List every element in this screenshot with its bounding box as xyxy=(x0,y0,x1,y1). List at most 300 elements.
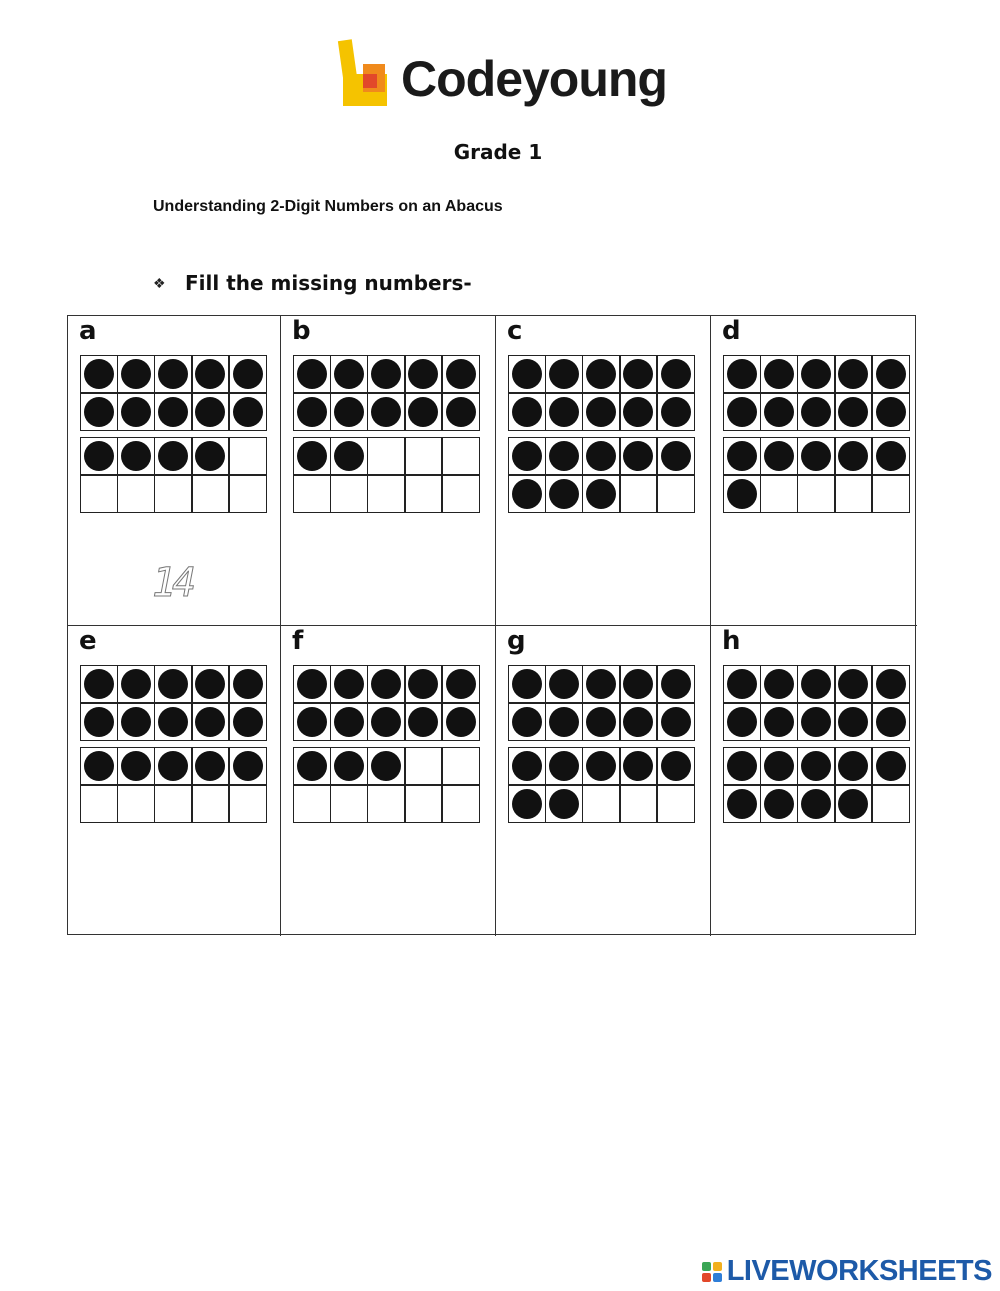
ten-frame-box xyxy=(367,474,406,513)
ten-frame xyxy=(509,748,695,823)
ten-frame xyxy=(509,666,695,741)
counter-dot xyxy=(297,441,327,471)
ten-frame-box xyxy=(293,702,332,741)
counter-dot xyxy=(623,397,653,427)
answer-input[interactable] xyxy=(128,861,232,913)
ten-frame-box xyxy=(545,437,584,476)
ten-frame-box xyxy=(228,437,267,476)
ten-frame-box xyxy=(293,392,332,431)
ten-frame-box xyxy=(441,747,480,786)
ten-frame-box xyxy=(834,665,873,704)
ten-frame-box xyxy=(834,784,873,823)
ten-frame-box xyxy=(154,747,193,786)
ten-frame xyxy=(294,356,480,431)
counter-dot xyxy=(623,669,653,699)
counter-dot xyxy=(297,359,327,389)
counter-dot xyxy=(586,751,616,781)
counter-dot xyxy=(876,397,906,427)
ten-frame-box xyxy=(367,355,406,394)
counter-dot xyxy=(512,707,542,737)
counter-dot xyxy=(233,669,263,699)
ten-frame-box xyxy=(871,437,910,476)
ten-frame-box xyxy=(191,747,230,786)
ten-frame-box xyxy=(228,355,267,394)
counter-dot xyxy=(446,707,476,737)
ten-frame-box xyxy=(582,665,621,704)
ten-frame xyxy=(81,666,267,741)
ten-frame-box xyxy=(80,702,119,741)
counter-dot xyxy=(334,751,364,781)
counter-dot xyxy=(586,397,616,427)
ten-frame-box xyxy=(330,702,369,741)
ten-frame-box xyxy=(656,355,695,394)
panel-e xyxy=(68,626,281,936)
ten-frame-box xyxy=(441,474,480,513)
counter-dot xyxy=(661,441,691,471)
ten-frame-box xyxy=(760,392,799,431)
counter-dot xyxy=(446,397,476,427)
instruction xyxy=(153,271,472,295)
counter-dot xyxy=(727,707,757,737)
counter-dot xyxy=(801,751,831,781)
counter-dot xyxy=(121,669,151,699)
ten-frame-box xyxy=(293,784,332,823)
counter-dot xyxy=(801,359,831,389)
ten-frame-box xyxy=(797,474,836,513)
ten-frame-box xyxy=(619,474,658,513)
ten-frame-box xyxy=(619,665,658,704)
ten-frame-box xyxy=(367,784,406,823)
counter-dot xyxy=(408,359,438,389)
ten-frame-box xyxy=(723,355,762,394)
counter-dot xyxy=(764,707,794,737)
counter-dot xyxy=(623,441,653,471)
ten-frame-box xyxy=(508,474,547,513)
ten-frame-box xyxy=(760,784,799,823)
counter-dot xyxy=(549,359,579,389)
ten-frame-box xyxy=(871,474,910,513)
counter-dot xyxy=(158,441,188,471)
ten-frame xyxy=(724,748,910,823)
ten-frame-box xyxy=(871,702,910,741)
ten-frame-grid xyxy=(67,315,916,935)
counter-dot xyxy=(727,789,757,819)
counter-dot xyxy=(334,397,364,427)
counter-dot xyxy=(408,669,438,699)
ten-frame-box xyxy=(441,665,480,704)
counter-dot xyxy=(84,359,114,389)
ten-frame-box xyxy=(834,355,873,394)
ten-frame-box xyxy=(228,665,267,704)
counter-dot xyxy=(838,669,868,699)
ten-frame xyxy=(81,356,267,431)
ten-frame-box xyxy=(619,437,658,476)
ten-frame-box xyxy=(191,702,230,741)
ten-frame-box xyxy=(797,355,836,394)
ten-frame-box xyxy=(330,747,369,786)
panel-label: b xyxy=(292,316,311,346)
counter-dot xyxy=(549,397,579,427)
panel-label: d xyxy=(722,316,741,346)
ten-frame-box xyxy=(619,784,658,823)
ten-frame xyxy=(509,438,695,513)
ten-frame-box xyxy=(330,437,369,476)
ten-frame xyxy=(724,356,910,431)
ten-frame-box xyxy=(367,437,406,476)
ten-frame-box xyxy=(619,702,658,741)
ten-frame-box xyxy=(441,437,480,476)
ten-frame-box xyxy=(508,747,547,786)
counter-dot xyxy=(446,669,476,699)
counter-dot xyxy=(334,359,364,389)
ten-frame-box xyxy=(723,784,762,823)
ten-frame-box xyxy=(191,474,230,513)
ten-frame-box xyxy=(330,784,369,823)
panel-label: a xyxy=(79,316,97,346)
ten-frame-box xyxy=(80,392,119,431)
counter-dot xyxy=(623,359,653,389)
counter-dot xyxy=(586,441,616,471)
ten-frame-box xyxy=(508,392,547,431)
ten-frame-box xyxy=(834,392,873,431)
ten-frame-box xyxy=(619,355,658,394)
counter-dot xyxy=(661,359,691,389)
ten-frame-box xyxy=(871,355,910,394)
ten-frame-box xyxy=(117,355,156,394)
counter-dot xyxy=(876,707,906,737)
counter-dot xyxy=(661,751,691,781)
ten-frame-box xyxy=(441,355,480,394)
ten-frame-box xyxy=(191,355,230,394)
answer-input[interactable] xyxy=(556,861,660,913)
counter-dot xyxy=(764,441,794,471)
ten-frame-box xyxy=(545,392,584,431)
ten-frame-box xyxy=(545,474,584,513)
ten-frame-box xyxy=(117,474,156,513)
ten-frame-box xyxy=(293,355,332,394)
ten-frame-box xyxy=(367,702,406,741)
worksheet-subtitle: Understanding 2-Digit Numbers on an Abacus xyxy=(153,198,503,215)
ten-frame-box xyxy=(191,665,230,704)
ten-frame-box xyxy=(404,784,443,823)
counter-dot xyxy=(371,751,401,781)
answer-input[interactable] xyxy=(556,551,660,603)
counter-dot xyxy=(512,789,542,819)
counter-dot xyxy=(84,669,114,699)
counter-dot xyxy=(764,669,794,699)
counter-dot xyxy=(838,707,868,737)
counter-dot xyxy=(297,397,327,427)
ten-frame-box xyxy=(228,392,267,431)
logo-text: Codeyoung xyxy=(401,51,667,107)
counter-dot xyxy=(727,359,757,389)
counter-dot xyxy=(371,359,401,389)
ten-frame-box xyxy=(723,437,762,476)
ten-frame xyxy=(294,748,480,823)
counter-dot xyxy=(801,789,831,819)
counter-dot xyxy=(297,669,327,699)
counter-dot xyxy=(158,397,188,427)
answer-input[interactable] xyxy=(341,551,445,603)
answer-input[interactable] xyxy=(341,861,445,913)
counter-dot xyxy=(121,707,151,737)
ten-frame-box xyxy=(834,702,873,741)
ten-frame-box xyxy=(545,747,584,786)
counter-dot xyxy=(512,669,542,699)
codeyoung-logo-icon xyxy=(333,36,397,116)
counter-dot xyxy=(121,359,151,389)
counter-dot xyxy=(549,669,579,699)
counter-dot xyxy=(84,441,114,471)
ten-frame-box xyxy=(367,665,406,704)
counter-dot xyxy=(334,441,364,471)
panel-label: g xyxy=(507,626,526,656)
ten-frame xyxy=(81,438,267,513)
counter-dot xyxy=(764,751,794,781)
ten-frame-box xyxy=(330,474,369,513)
ten-frame-box xyxy=(191,437,230,476)
ten-frame-box xyxy=(508,784,547,823)
ten-frame-box xyxy=(441,702,480,741)
instruction-text: Fill the missing numbers- xyxy=(185,271,472,295)
ten-frame-box xyxy=(228,747,267,786)
ten-frame-box xyxy=(508,437,547,476)
counter-dot xyxy=(512,751,542,781)
panel-d xyxy=(711,316,917,626)
ten-frame-box xyxy=(154,784,193,823)
counter-dot xyxy=(801,397,831,427)
counter-dot xyxy=(512,479,542,509)
ten-frame xyxy=(294,438,480,513)
ten-frame-box xyxy=(656,665,695,704)
counter-dot xyxy=(838,789,868,819)
ten-frame-box xyxy=(80,665,119,704)
ten-frame-box xyxy=(293,665,332,704)
ten-frame-box xyxy=(404,437,443,476)
counter-dot xyxy=(586,707,616,737)
ten-frame-box xyxy=(582,392,621,431)
counter-dot xyxy=(158,751,188,781)
ten-frame-box xyxy=(441,784,480,823)
counter-dot xyxy=(727,397,757,427)
counter-dot xyxy=(586,669,616,699)
answer-input[interactable] xyxy=(771,551,875,603)
panel-label: e xyxy=(79,626,97,656)
counter-dot xyxy=(838,397,868,427)
ten-frame-box xyxy=(545,702,584,741)
counter-dot xyxy=(371,397,401,427)
counter-dot xyxy=(623,751,653,781)
ten-frame-box xyxy=(834,437,873,476)
liveworksheets-brand: LIVEWORKSHEETS xyxy=(726,1255,992,1287)
ten-frame-box xyxy=(834,474,873,513)
ten-frame-box xyxy=(760,665,799,704)
counter-dot xyxy=(233,359,263,389)
counter-dot xyxy=(549,707,579,737)
ten-frame-box xyxy=(228,474,267,513)
ten-frame-box xyxy=(723,747,762,786)
ten-frame-box xyxy=(834,747,873,786)
ten-frame-box xyxy=(619,392,658,431)
counter-dot xyxy=(586,479,616,509)
traced-example-number: 14 xyxy=(152,560,193,606)
ten-frame-box xyxy=(80,355,119,394)
ten-frame-box xyxy=(760,702,799,741)
ten-frame-box xyxy=(723,665,762,704)
ten-frame-box xyxy=(404,665,443,704)
counter-dot xyxy=(838,751,868,781)
ten-frame-box xyxy=(154,392,193,431)
counter-dot xyxy=(195,751,225,781)
ten-frame-box xyxy=(760,437,799,476)
panel-g xyxy=(496,626,711,936)
ten-frame-box xyxy=(154,355,193,394)
ten-frame-box xyxy=(582,702,621,741)
counter-dot xyxy=(876,359,906,389)
grade-heading: Grade 1 xyxy=(453,140,543,164)
ten-frame-box xyxy=(582,747,621,786)
counter-dot xyxy=(512,397,542,427)
ten-frame-box xyxy=(228,784,267,823)
counter-dot xyxy=(334,707,364,737)
ten-frame-box xyxy=(871,665,910,704)
counter-dot xyxy=(408,707,438,737)
counter-dot xyxy=(549,479,579,509)
counter-dot xyxy=(801,669,831,699)
ten-frame-box xyxy=(797,747,836,786)
panel-label: h xyxy=(722,626,741,656)
counter-dot xyxy=(84,397,114,427)
counter-dot xyxy=(549,789,579,819)
ten-frame-box xyxy=(293,474,332,513)
ten-frame xyxy=(294,666,480,741)
counter-dot xyxy=(586,359,616,389)
ten-frame-box xyxy=(760,355,799,394)
ten-frame-box xyxy=(330,665,369,704)
counter-dot xyxy=(623,707,653,737)
ten-frame-box xyxy=(797,702,836,741)
ten-frame-box xyxy=(404,392,443,431)
counter-dot xyxy=(233,707,263,737)
ten-frame-box xyxy=(154,702,193,741)
counter-dot xyxy=(195,359,225,389)
ten-frame-box xyxy=(404,355,443,394)
answer-input[interactable] xyxy=(771,861,875,913)
ten-frame-box xyxy=(191,784,230,823)
ten-frame-box xyxy=(797,437,836,476)
diamond-bullet-icon: ❖ xyxy=(153,274,166,291)
ten-frame-box xyxy=(656,747,695,786)
ten-frame-box xyxy=(656,392,695,431)
counter-dot xyxy=(233,397,263,427)
counter-dot xyxy=(84,707,114,737)
counter-dot xyxy=(371,669,401,699)
ten-frame-box xyxy=(760,474,799,513)
ten-frame-box xyxy=(404,702,443,741)
ten-frame-box xyxy=(508,355,547,394)
ten-frame xyxy=(509,356,695,431)
ten-frame-box xyxy=(760,747,799,786)
ten-frame-box xyxy=(228,702,267,741)
counter-dot xyxy=(371,707,401,737)
ten-frame-box xyxy=(404,474,443,513)
panel-b xyxy=(281,316,496,626)
ten-frame-box xyxy=(508,665,547,704)
counter-dot xyxy=(661,669,691,699)
counter-dot xyxy=(727,441,757,471)
counter-dot xyxy=(195,397,225,427)
ten-frame-box xyxy=(582,355,621,394)
counter-dot xyxy=(195,707,225,737)
panel-c xyxy=(496,316,711,626)
ten-frame-box xyxy=(293,747,332,786)
counter-dot xyxy=(512,441,542,471)
counter-dot xyxy=(121,751,151,781)
ten-frame-box xyxy=(117,437,156,476)
ten-frame-box xyxy=(117,665,156,704)
panel-a xyxy=(68,316,281,626)
ten-frame-box xyxy=(871,747,910,786)
ten-frame-box xyxy=(545,355,584,394)
counter-dot xyxy=(233,751,263,781)
counter-dot xyxy=(334,669,364,699)
ten-frame-box xyxy=(404,747,443,786)
liveworksheets-logo-icon xyxy=(701,1261,723,1283)
counter-dot xyxy=(297,751,327,781)
panel-f xyxy=(281,626,496,936)
ten-frame-box xyxy=(154,665,193,704)
ten-frame-box xyxy=(508,702,547,741)
ten-frame-box xyxy=(293,437,332,476)
counter-dot xyxy=(512,359,542,389)
ten-frame-box xyxy=(80,784,119,823)
counter-dot xyxy=(801,707,831,737)
counter-dot xyxy=(764,397,794,427)
counter-dot xyxy=(549,751,579,781)
counter-dot xyxy=(764,359,794,389)
ten-frame-box xyxy=(367,392,406,431)
ten-frame-box xyxy=(656,437,695,476)
ten-frame xyxy=(724,666,910,741)
counter-dot xyxy=(158,707,188,737)
ten-frame-box xyxy=(330,355,369,394)
ten-frame-box xyxy=(871,392,910,431)
counter-dot xyxy=(158,669,188,699)
ten-frame-box xyxy=(723,392,762,431)
counter-dot xyxy=(876,441,906,471)
ten-frame-box xyxy=(117,392,156,431)
counter-dot xyxy=(549,441,579,471)
ten-frame-box xyxy=(80,747,119,786)
counter-dot xyxy=(801,441,831,471)
panel-label: f xyxy=(292,626,304,656)
counter-dot xyxy=(158,359,188,389)
ten-frame-box xyxy=(797,392,836,431)
ten-frame-box xyxy=(797,784,836,823)
counter-dot xyxy=(727,479,757,509)
counter-dot xyxy=(727,669,757,699)
counter-dot xyxy=(121,441,151,471)
ten-frame-box xyxy=(582,474,621,513)
counter-dot xyxy=(195,669,225,699)
ten-frame-box xyxy=(582,437,621,476)
ten-frame-box xyxy=(656,474,695,513)
ten-frame-box xyxy=(582,784,621,823)
panel-h xyxy=(711,626,917,936)
ten-frame xyxy=(81,748,267,823)
ten-frame-box xyxy=(80,437,119,476)
ten-frame-box xyxy=(545,784,584,823)
